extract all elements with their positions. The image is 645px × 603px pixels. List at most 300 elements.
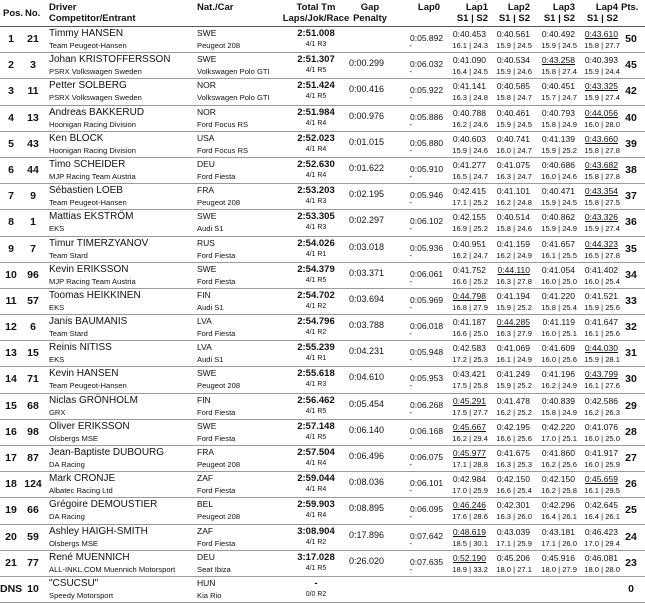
header-lap2-splits: S1 | S2 [498, 13, 530, 24]
lap4-splits: 16.4 | 26.1 [584, 512, 620, 522]
car-model: Ford Fiesta [197, 538, 236, 548]
lap0-time: 0:05.910 [410, 163, 444, 174]
car-model: Peugeot 208 [197, 198, 241, 208]
lap1-time: 0:45.667 [452, 421, 486, 432]
table-row [0, 341, 645, 367]
lap1-splits: 17.6 | 28.6 [452, 512, 488, 522]
points: 24 [625, 530, 637, 543]
total-time: 2:59.044 [297, 473, 335, 485]
driver-name: Sébastien LOEB [49, 185, 123, 197]
lap0-time: 0:05.880 [410, 137, 444, 148]
lap4-splits: 16.0 | 25.0 [584, 433, 620, 443]
lap0-time: 0:05.892 [410, 33, 444, 43]
lap3-splits: 15.8 | 24.9 [541, 119, 577, 129]
table-row [0, 315, 645, 341]
driver-name: Oliver ERIKSSON [49, 420, 130, 432]
laps-jok-race: 4/1 R5 [305, 276, 327, 284]
lap2-splits: 16.6 | 25.4 [496, 486, 532, 496]
total-time: 2:54.702 [297, 289, 335, 301]
lap1-splits: 16.6 | 25.0 [452, 329, 488, 339]
points: 35 [625, 242, 637, 255]
lap4-time: 0:40.393 [584, 55, 618, 66]
nationality: FRA [197, 185, 214, 196]
table-row [0, 263, 645, 289]
gap: 0:08.895 [348, 503, 384, 514]
car-number: 1 [30, 216, 36, 229]
gap: 0:06.496 [348, 451, 384, 461]
laps-jok-race: 4/1 R5 [305, 433, 327, 441]
lap4-time: 0:41.521 [584, 290, 618, 301]
car-number: 124 [24, 478, 42, 491]
lap4-time: 0:44.030 [584, 343, 618, 354]
laps-jok-race: 4/1 R5 [305, 93, 327, 101]
table-row [0, 446, 645, 472]
lap0-time: 0:06.061 [410, 268, 444, 279]
nationality: NOR [197, 80, 216, 91]
lap1-splits: 17.5 | 27.7 [452, 407, 488, 417]
lap2-splits: 16.3 | 25.3 [496, 460, 532, 469]
lap3-time: 0:41.657 [541, 238, 575, 249]
car-model: Ford Fiesta [197, 486, 236, 496]
lap3-splits: 16.0 | 25.1 [541, 329, 577, 339]
lap2-splits: 16.1 | 24.9 [496, 355, 532, 365]
position: 7 [8, 190, 14, 203]
position: 19 [5, 504, 17, 517]
nationality: DEU [197, 158, 215, 169]
lap4-splits: 16.0 | 28.0 [584, 119, 620, 129]
header-lap1: Lap1 [465, 2, 488, 13]
lap1-splits: 16.2 | 24.6 [452, 119, 488, 129]
car-number: 87 [27, 452, 39, 464]
lap3-time: 0:41.196 [541, 369, 575, 380]
header-pos: Pos. [3, 8, 24, 19]
nationality: LVA [197, 342, 212, 353]
lap4-splits: 17.0 | 29.4 [584, 538, 620, 548]
lap1-splits: 17.0 | 25.9 [452, 486, 488, 496]
lap3-time: 0:40.471 [541, 186, 575, 197]
lap0-time: 0:06.032 [410, 59, 444, 70]
lap2-time: 0:40.585 [496, 81, 530, 92]
lap2-time: 0:41.194 [496, 290, 530, 301]
gap: 0:01.622 [348, 162, 384, 173]
position: 10 [5, 268, 17, 281]
penalty: - [409, 171, 412, 181]
total-time: 2:51.307 [297, 54, 335, 66]
lap4-time: 0:43.610 [584, 29, 618, 39]
car-model: Audi S1 [197, 355, 224, 365]
lap4-time: 0:43.682 [584, 159, 618, 170]
driver-name: Niclas GRÖNHOLM [49, 394, 138, 406]
driver-name: René MUENNICH [49, 551, 130, 563]
table-row [0, 472, 645, 498]
lap3-splits: 16.2 | 24.9 [541, 381, 577, 391]
table-row [0, 577, 645, 603]
lap4-time: 0:41.917 [584, 448, 618, 458]
driver-name: Mark CRONJE [49, 473, 116, 485]
points: 40 [625, 111, 637, 124]
driver-name: Toomas HEIKKINEN [49, 289, 141, 301]
penalty: - [409, 538, 412, 548]
lap4-time: 0:46.423 [584, 526, 618, 537]
table-row [0, 525, 645, 551]
lap4-time: 0:43.354 [584, 186, 618, 197]
gap: 0:05.454 [348, 398, 384, 409]
gap: 0:06.140 [348, 424, 384, 435]
lap3-time: 0:40.793 [541, 107, 575, 118]
position: 20 [5, 530, 17, 543]
lap0-time: 0:05.886 [410, 111, 444, 122]
lap2-splits: 15.9 | 24.6 [496, 67, 532, 77]
entrant-name: MJP Racing Team Austria [49, 171, 136, 181]
lap4-splits: 16.1 | 25.6 [584, 329, 620, 339]
header-lap4-splits: S1 | S2 [586, 13, 618, 24]
lap1-splits: 16.2 | 24.7 [452, 250, 488, 260]
penalty: - [409, 407, 412, 417]
car-number: 96 [27, 268, 39, 281]
points: 32 [625, 321, 637, 334]
gap: 0:02.195 [348, 189, 384, 200]
total-time: 2:54.026 [297, 237, 335, 249]
lap2-time: 0:44.110 [497, 264, 530, 275]
lap2-time: 0:42.150 [496, 474, 530, 485]
points: 29 [625, 399, 637, 412]
lap4-splits: 15.8 | 27.5 [584, 198, 620, 208]
entrant-name: EKS [49, 302, 65, 312]
lap2-splits: 16.3 | 24.7 [496, 171, 532, 181]
total-time: 2:52.023 [297, 132, 335, 144]
lap2-splits: 15.9 | 24.5 [496, 119, 532, 129]
lap4-splits: 15.8 | 27.7 [584, 41, 620, 50]
nationality: FRA [197, 447, 214, 457]
lap3-splits: 15.9 | 24.9 [541, 224, 577, 234]
nationality: BEL [197, 499, 214, 510]
gap: 0:03.018 [348, 241, 384, 252]
points: 42 [625, 85, 637, 98]
lap1-splits: 16.1 | 24.3 [452, 41, 488, 50]
penalty: - [409, 381, 412, 391]
entrant-name: Olsbergs MSE [49, 433, 98, 443]
lap3-time: 0:42.296 [541, 500, 575, 511]
lap1-time: 0:40.453 [452, 29, 486, 39]
lap4-time: 0:46.081 [584, 552, 618, 563]
lap3-splits: 15.8 | 24.9 [541, 407, 577, 417]
lap1-splits: 17.5 | 25.8 [452, 381, 488, 391]
position: 11 [5, 294, 17, 307]
total-time: 2:53.305 [297, 211, 335, 223]
lap1-time: 0:43.421 [452, 369, 486, 380]
lap3-splits: 16.0 | 25.0 [541, 276, 577, 286]
lap4-time: 0:43.660 [584, 133, 618, 144]
penalty: - [409, 486, 412, 496]
lap2-time: 0:41.249 [496, 369, 530, 380]
entrant-name: Team Peugeot-Hansen [49, 198, 127, 208]
total-time: 2:54.379 [297, 263, 335, 275]
gap: 0:08.036 [348, 477, 384, 488]
total-time: 2:59.903 [297, 499, 335, 511]
lap3-time: 0:41.054 [541, 264, 575, 275]
car-number: 59 [27, 530, 39, 543]
lap4-splits: 15.9 | 28.1 [584, 355, 620, 365]
header-no: No. [25, 8, 41, 19]
lap0-time: 0:06.018 [410, 321, 444, 332]
lap3-time: 0:41.609 [541, 343, 575, 354]
car-number: 11 [27, 85, 39, 98]
table-row [0, 237, 645, 263]
lap2-splits: 15.9 | 25.2 [496, 381, 532, 391]
lap4-splits: 16.2 | 26.3 [584, 407, 620, 417]
lap4-splits: 16.5 | 27.8 [584, 250, 620, 260]
lap4-time: 0:41.647 [584, 317, 618, 328]
lap0-time: 0:05.969 [410, 294, 444, 305]
points: 26 [625, 478, 637, 491]
lap0-time: 0:06.075 [410, 452, 444, 462]
car-number: 43 [27, 137, 39, 150]
driver-name: Andreas BAKKERUD [49, 106, 145, 118]
lap3-time: 0:41.119 [542, 317, 575, 328]
car-number: 68 [27, 399, 39, 412]
total-time: 2:52.630 [297, 158, 335, 170]
entrant-name: Team Stard [49, 329, 88, 339]
lap1-splits: 17.1 | 25.2 [452, 198, 488, 208]
lap1-time: 0:42.984 [452, 474, 486, 485]
position: 6 [8, 163, 14, 176]
table-row [0, 289, 645, 315]
lap4-time: 0:42.586 [584, 395, 618, 406]
position: 1 [8, 33, 14, 45]
lap0-time: 0:06.101 [410, 478, 444, 489]
car-model: Seat Ibiza [197, 564, 231, 574]
lap3-splits: 15.9 | 24.5 [541, 198, 577, 208]
penalty: - [409, 119, 412, 129]
lap3-splits: 17.1 | 26.0 [541, 538, 577, 548]
lap2-time: 0:41.675 [496, 448, 530, 458]
lap0-time: 0:05.948 [410, 347, 444, 358]
lap3-splits: 16.0 | 25.6 [541, 355, 577, 365]
total-time: 2:51.008 [297, 28, 335, 39]
penalty: - [409, 512, 412, 522]
lap4-time: 0:43.326 [584, 212, 618, 223]
car-model: Audi S1 [197, 224, 224, 234]
lap1-splits: 16.5 | 24.7 [452, 171, 488, 181]
lap4-splits: 16.0 | 25.4 [584, 276, 620, 286]
nationality: SWE [197, 368, 217, 379]
driver-name: Janis BAUMANIS [49, 316, 128, 328]
car-number: 9 [30, 190, 36, 203]
lap2-time: 0:41.069 [496, 343, 530, 354]
nationality: SWE [197, 211, 217, 222]
lap1-splits: 16.9 | 25.2 [452, 224, 488, 234]
nationality: SWE [197, 420, 217, 431]
position: 18 [5, 478, 17, 491]
lap2-time: 0:42.301 [496, 500, 530, 511]
lap1-time: 0:46.246 [452, 500, 486, 511]
position: 2 [8, 59, 14, 72]
lap2-splits: 16.2 | 24.9 [496, 250, 532, 260]
header-lap4: Lap4 [595, 2, 618, 13]
lap2-time: 0:40.514 [496, 212, 530, 223]
lap2-splits: 16.3 | 26.0 [496, 512, 532, 522]
lap1-time: 0:44.798 [452, 290, 486, 301]
position: 12 [5, 321, 17, 334]
lap1-splits: 16.6 | 25.2 [452, 276, 488, 286]
points: 50 [625, 33, 637, 45]
lap2-time: 0:40.534 [496, 55, 530, 66]
lap2-splits: 15.8 | 24.6 [496, 224, 532, 234]
car-model: Ford Fiesta [197, 407, 236, 417]
car-model: Peugeot 208 [197, 460, 241, 469]
penalty: - [409, 433, 412, 443]
lap1-splits: 16.4 | 24.5 [452, 67, 488, 77]
lap3-time: 0:40.492 [541, 29, 575, 39]
lap2-splits: 18.0 | 27.1 [496, 564, 532, 574]
nationality: ZAF [197, 473, 214, 484]
nationality: FIN [197, 289, 211, 300]
gap: 0:01.015 [348, 136, 384, 147]
lap1-splits: 17.2 | 25.3 [452, 355, 488, 365]
car-model: Peugeot 208 [197, 381, 241, 391]
laps-jok-race: 4/1 R4 [305, 486, 327, 494]
gap: 0:00.299 [348, 58, 384, 69]
position: 21 [5, 556, 17, 569]
driver-name: Grégoire DEMOUSTIER [49, 499, 158, 511]
driver-name: Ashley HAIGH-SMITH [49, 525, 148, 537]
lap4-splits: 15.9 | 24.4 [584, 67, 620, 77]
points: 0 [628, 582, 634, 595]
car-model: Ford Focus RS [197, 145, 249, 155]
lap1-time: 0:40.951 [452, 238, 486, 249]
lap4-splits: 16.1 | 27.6 [584, 381, 620, 391]
lap3-time: 0:41.860 [541, 448, 575, 458]
lap3-time: 0:40.839 [541, 395, 575, 406]
lap4-splits: 18.0 | 28.0 [584, 564, 620, 574]
position: 15 [5, 399, 17, 412]
lap4-time: 0:42.645 [584, 500, 618, 511]
lap2-time: 0:40.461 [496, 107, 530, 118]
gap: 0:03.694 [348, 293, 384, 304]
lap2-splits: 16.3 | 27.8 [496, 276, 532, 286]
total-time: 3:17.028 [297, 551, 335, 563]
car-model: Ford Fiesta [197, 329, 236, 339]
lap3-splits: 15.8 | 25.4 [541, 302, 577, 312]
lap1-splits: 15.9 | 24.6 [452, 145, 488, 155]
lap1-time: 0:45.291 [452, 395, 486, 406]
lap1-time: 0:45.977 [452, 448, 486, 458]
points: 33 [625, 294, 637, 307]
nationality: SWE [197, 263, 217, 274]
total-time: 2:55.618 [297, 368, 335, 380]
entrant-name: GRX [49, 407, 66, 417]
table-row [0, 132, 645, 158]
nationality: NOR [197, 106, 216, 117]
lap2-time: 0:44.285 [496, 317, 530, 328]
car-number: 7 [30, 242, 36, 255]
header-entrant: Competitor/Entrant [49, 13, 136, 24]
lap0-time: 0:05.936 [410, 242, 444, 253]
lap1-time: 0:48.619 [452, 526, 486, 537]
laps-jok-race: 4/1 R3 [305, 41, 327, 48]
total-time: 2:56.462 [297, 394, 335, 406]
entrant-name: Albatec Racing Ltd [49, 486, 113, 496]
header-laps-jok-race: Laps/Jok/Race [282, 13, 350, 24]
table-row [0, 158, 645, 184]
penalty: - [409, 41, 412, 50]
lap1-splits: 16.3 | 24.8 [452, 93, 488, 103]
lap3-splits: 15.9 | 25.2 [541, 145, 577, 155]
lap0-time: 0:05.953 [410, 373, 444, 384]
car-number: 57 [27, 294, 39, 307]
lap2-splits: 16.2 | 24.8 [496, 198, 532, 208]
lap4-splits: 16.1 | 29.5 [584, 486, 620, 496]
car-number: 44 [27, 163, 39, 176]
car-number: 98 [27, 425, 39, 438]
lap3-time: 0:40.862 [541, 212, 575, 223]
header-penalty: Penalty [353, 13, 387, 24]
entrant-name: MJP Racing Team Austria [49, 276, 136, 286]
lap3-splits: 15.8 | 27.4 [541, 67, 577, 77]
gap: 0:04.610 [348, 372, 384, 383]
total-time: 2:54.796 [297, 316, 335, 328]
car-model: Ford Focus RS [197, 119, 249, 129]
entrant-name: Team Stard [49, 250, 88, 260]
position: 9 [8, 242, 14, 255]
gap: 0:00.416 [348, 84, 384, 95]
car-number: 21 [27, 33, 39, 45]
car-number: 13 [27, 111, 39, 124]
lap0-time: 0:06.102 [410, 216, 444, 227]
table-row [0, 53, 645, 79]
position: 17 [5, 452, 17, 464]
penalty: - [409, 145, 412, 155]
lap2-time: 0:40.561 [496, 29, 530, 39]
points: 28 [625, 425, 637, 438]
lap2-time: 0:43.039 [496, 526, 530, 537]
lap4-splits: 16.0 | 25.9 [584, 460, 620, 469]
table-body [0, 27, 645, 603]
lap3-time: 0:43.181 [541, 526, 575, 537]
lap3-splits: 17.0 | 25.1 [541, 433, 577, 443]
table-row [0, 551, 645, 577]
laps-jok-race: 4/1 R1 [305, 250, 327, 258]
laps-jok-race: 4/1 R3 [305, 381, 327, 389]
driver-name: Jean-Baptiste DUBOURG [49, 447, 165, 458]
car-number: 6 [30, 321, 36, 334]
points: 31 [625, 347, 637, 360]
penalty: - [409, 355, 412, 365]
lap3-splits: 15.9 | 24.5 [541, 41, 577, 50]
table-row [0, 367, 645, 393]
points: 25 [625, 504, 637, 517]
entrant-name: Speedy Motorsport [49, 590, 114, 600]
lap3-time: 0:42.150 [541, 474, 575, 485]
nationality: SWE [197, 54, 217, 65]
header-lap3: Lap3 [552, 2, 575, 13]
nationality: RUS [197, 237, 215, 248]
driver-name: Reinis NITISS [49, 342, 112, 354]
table-row [0, 210, 645, 236]
lap3-time: 0:43.258 [541, 55, 575, 66]
lap2-time: 0:41.478 [496, 395, 530, 406]
lap4-time: 0:41.076 [584, 421, 618, 432]
entrant-name: DA Racing [49, 512, 85, 522]
gap: 0:04.231 [348, 346, 384, 357]
lap1-time: 0:41.277 [452, 159, 486, 170]
lap1-time: 0:41.752 [452, 264, 486, 275]
entrant-name: EKS [49, 224, 65, 234]
total-time: - [314, 577, 318, 589]
entrant-name: Hoonigan Racing Division [49, 145, 136, 155]
lap4-splits: 15.9 | 27.4 [584, 224, 620, 234]
laps-jok-race: 0/0 R2 [305, 590, 327, 598]
